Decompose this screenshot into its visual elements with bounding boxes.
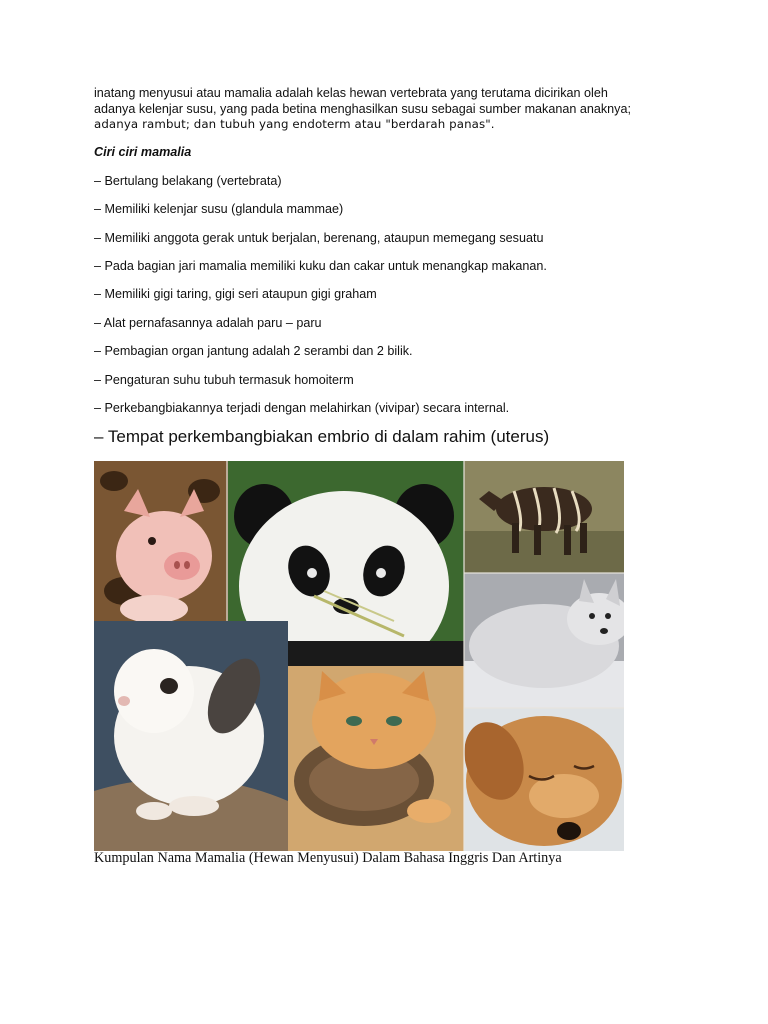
cat-photo <box>288 666 464 851</box>
tapir-photo <box>464 461 624 573</box>
collage-caption: Kumpulan Nama Mamalia (Hewan Menyusui) Dalam Bahasa Inggris Dan Artinya <box>94 850 562 866</box>
section-heading: Ciri ciri mamalia <box>94 145 192 159</box>
trait-item: – Alat pernafasannya adalah paru – paru <box>94 316 322 330</box>
trait-item: – Memiliki anggota gerak untuk berjalan, berenang, ataupun memegang sesuatu <box>94 231 544 245</box>
puppy-photo <box>454 708 624 851</box>
highlighted-trait: – Tempat perkembangbiakan embrio di dalam rahim (uterus) <box>94 427 550 446</box>
intro-line: inatang menyusui atau mamalia adalah kelas hewan vertebrata yang terutama dicirikan oleh <box>94 86 608 100</box>
trait-item: – Memiliki gigi taring, gigi seri ataupun gigi graham <box>94 287 377 301</box>
fox-photo <box>464 573 624 708</box>
intro-paragraph <box>94 86 694 133</box>
intro-line: adanya kelenjar susu, yang pada betina menghasilkan susu sebagai sumber makanan anaknya; <box>94 101 631 116</box>
trait-item: – Pada bagian jari mamalia memiliki kuku dan cakar untuk menangkap makanan. <box>94 259 547 273</box>
intro-line: adanya rambut; dan tubuh yang endoterm atau "berdarah panas". <box>94 117 495 131</box>
trait-item: – Pengaturan suhu tubuh termasuk homoiterm <box>94 373 354 387</box>
mammal-photo-collage <box>94 461 624 851</box>
trait-item: – Pembagian organ jantung adalah 2 serambi dan 2 bilik. <box>94 344 413 358</box>
piglet-photo <box>94 461 228 623</box>
trait-item: – Perkebangbiakannya terjadi dengan melahirkan (vivipar) secara internal. <box>94 401 510 415</box>
rabbit-photo <box>94 621 288 851</box>
trait-item: – Memiliki kelenjar susu (glandula mammae) <box>94 202 344 216</box>
trait-item: – Bertulang belakang (vertebrata) <box>94 174 282 188</box>
